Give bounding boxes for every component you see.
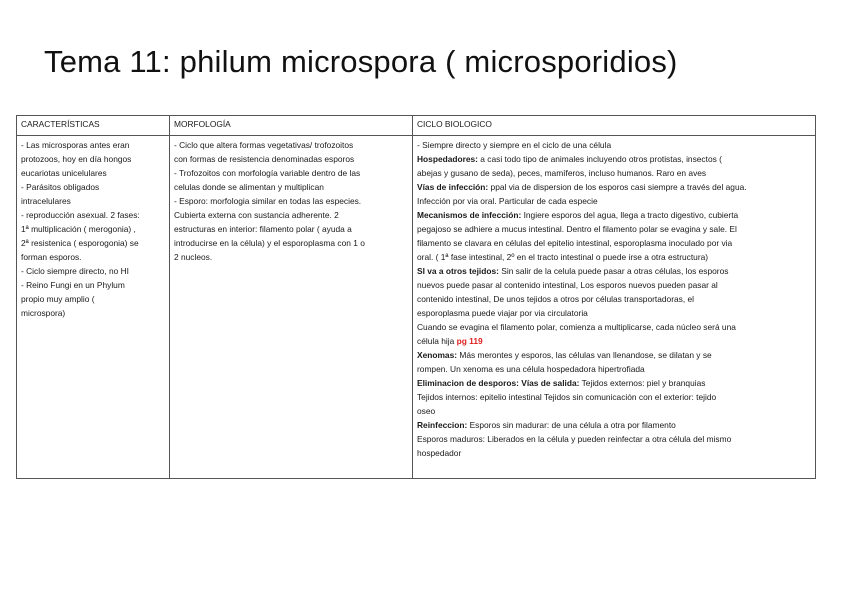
hospedadores-text: a casi todo tipo de animales incluyendo otros protistas, insectos ( xyxy=(477,154,722,164)
text-line: oseo xyxy=(417,406,436,416)
morfologia-cell xyxy=(170,136,413,479)
reinfeccion-label: Reinfeccion: xyxy=(417,420,468,430)
celula-hija-text: célula hija xyxy=(417,336,457,346)
text-line xyxy=(417,334,811,348)
mecanismos-infeccion-label: Mecanismos de infección: xyxy=(417,210,522,220)
text-line: - Esporo: morfologia similar en todas las especies. xyxy=(174,196,362,206)
text-line: intracelulares xyxy=(21,196,71,206)
page-title: Tema 11: philum microspora ( microsporidios) xyxy=(44,44,678,79)
text-line: - Reino Fungi en un Phylum xyxy=(21,280,125,290)
text-line: estructuras en interior: filamento polar ( ayuda a xyxy=(174,224,352,234)
text-line: filamento se clavara en células del epitelio intestinal, esporoplasma inoculado por via xyxy=(417,238,733,248)
xenomas-text: Más merontes y esporos, las células van llenandose, se dilatan y se xyxy=(457,350,712,360)
text-line: nuevos puede pasar al contenido intestinal, Los esporos nuevos pueden pasar al xyxy=(417,280,718,290)
text-line: forman esporos. xyxy=(21,252,82,262)
text-line: propio muy amplio ( xyxy=(21,294,95,304)
text-line: eucariotas unicelulares xyxy=(21,168,107,178)
header-morfologia: MORFOLOGÍA xyxy=(170,116,413,136)
vias-infeccion-label: Vías de infección: xyxy=(417,182,489,192)
text-line: - Siempre directo y siempre en el ciclo de una célula xyxy=(417,140,612,150)
content-table xyxy=(16,115,816,479)
text-line: Tejidos internos: epitelio intestinal Tejidos sin comunicación con el exterior: tejido xyxy=(417,392,717,402)
hospedadores-label: Hospedadores: xyxy=(417,154,478,164)
text-line: 2 nucleos. xyxy=(174,252,213,262)
text-line: Cuando se evagina el filamento polar, comienza a multiplicarse, cada núcleo será una xyxy=(417,322,736,332)
text-line: - Parásitos obligados xyxy=(21,182,100,192)
text-line: 2ª resistenica ( esporogonia) se xyxy=(21,238,139,248)
text-line: protozoos, hoy en día hongos xyxy=(21,154,132,164)
vias-infeccion-text: ppal via de dispersion de los esporos casi siempre a través del agua. xyxy=(488,182,747,192)
xenomas-label: Xenomas: xyxy=(417,350,458,360)
text-line xyxy=(417,180,811,194)
text-line xyxy=(417,376,811,390)
text-line: Infección por via oral. Particular de cada especie xyxy=(417,196,598,206)
reinfeccion-text: Esporos sin madurar: de una célula a otra por filamento xyxy=(467,420,676,430)
text-line: contenido intestinal, De unos tejidos a otros por células transportadoras, el xyxy=(417,294,695,304)
text-line: pegajoso se adhiere a mucus intestinal. Dentro el filamento polar se evagina y sale. El xyxy=(417,224,737,234)
text-line: introducirse en la célula) y el esporoplasma con 1 o xyxy=(174,238,365,248)
text-line: - reproducción asexual. 2 fases: xyxy=(21,210,140,220)
text-line: - Ciclo que altera formas vegetativas/ trofozoitos xyxy=(174,140,354,150)
text-line: - Trofozoitos con morfología variable dentro de las xyxy=(174,168,361,178)
eliminacion-text: Tejidos externos: piel y branquias xyxy=(579,378,706,388)
header-ciclo-biologico: CICLO BIOLOGICO xyxy=(413,116,816,136)
text-line xyxy=(417,208,811,222)
table-row xyxy=(17,136,816,479)
text-line xyxy=(417,264,811,278)
text-line: microspora) xyxy=(21,308,66,318)
eliminacion-label: Eliminacion de desporos: Vías de salida: xyxy=(417,378,580,388)
text-line: esporoplasma puede viajar por via circulatoria xyxy=(417,308,588,318)
table-header-row xyxy=(17,116,816,136)
otros-tejidos-text: Sin salir de la celula puede pasar a otras células, los esporos xyxy=(498,266,729,276)
otros-tejidos-label: SI va a otros tejidos: xyxy=(417,266,499,276)
text-line: celulas donde se alimentan y multiplican xyxy=(174,182,324,192)
text-line: oral. ( 1ª fase intestinal, 2º en el tracto intestinal o puede irse a otra estructura) xyxy=(417,252,709,262)
text-line xyxy=(417,348,811,362)
header-caracteristicas: CARACTERÍSTICAS xyxy=(17,116,170,136)
text-line xyxy=(417,152,811,166)
page-reference: pg 119 xyxy=(456,336,483,346)
text-line: - Las microsporas antes eran xyxy=(21,140,130,150)
text-line: hospedador xyxy=(417,448,462,458)
text-line: abejas y gusano de seda), peces, mamíferos, incluso humanos. Raro en aves xyxy=(417,168,707,178)
text-line: 1ª multiplicación ( merogonia) , xyxy=(21,224,136,234)
mecanismos-infeccion-text: Ingiere esporos del agua, llega a tracto digestivo, cubierta xyxy=(521,210,739,220)
text-line: Cubierta externa con sustancia adherente. 2 xyxy=(174,210,339,220)
text-line xyxy=(417,418,811,432)
text-line: rompen. Un xenoma es una célula hospedadora hipertrofiada xyxy=(417,364,645,374)
text-line: con formas de resistencia denominadas esporos xyxy=(174,154,355,164)
text-line: - Ciclo siempre directo, no HI xyxy=(21,266,129,276)
caracteristicas-cell xyxy=(17,136,170,479)
ciclo-biologico-cell xyxy=(413,136,816,479)
text-line: Esporos maduros: Liberados en la célula y pueden reinfectar a otra célula del mismo xyxy=(417,434,732,444)
